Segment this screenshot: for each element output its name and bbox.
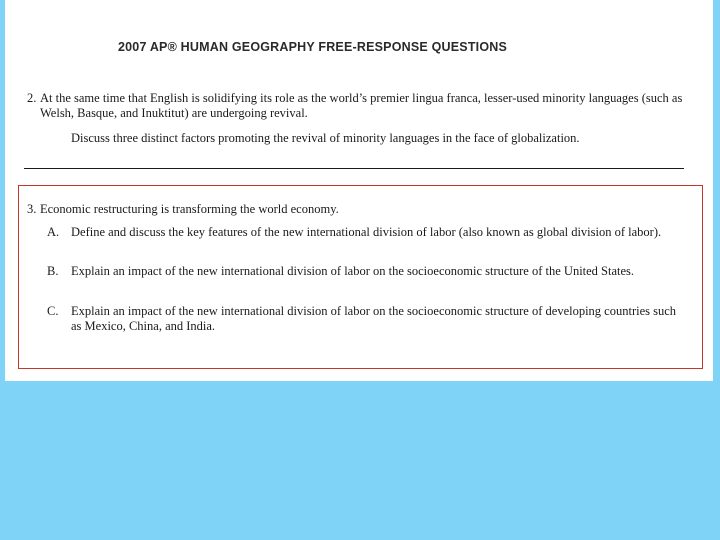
part-text: Explain an impact of the new international division of labor on the socioeconomic structure of the United States. <box>71 264 635 278</box>
left-border <box>0 0 5 381</box>
question-2-prompt: Discuss three distinct factors promoting the revival of minority languages in the face of globalization. <box>71 131 580 145</box>
part-label: C. <box>47 304 59 318</box>
right-border <box>713 0 720 381</box>
part-label: A. <box>47 225 60 239</box>
part-text: Define and discuss the key features of the new international division of labor (also known as global division of labor). <box>71 225 662 239</box>
question-3-part-b <box>47 264 687 279</box>
page-title: 2007 AP® HUMAN GEOGRAPHY FREE-RESPONSE QUESTIONS <box>118 40 508 54</box>
question-3-number: 3. <box>27 202 37 216</box>
question-2-number: 2. <box>27 91 37 105</box>
section-divider <box>24 168 684 169</box>
question-2-text: At the same time that English is solidifying its role as the world’s premier lingua franca, lesser-used minority languages (such as Welsh, Basque, and Inuktitut) are undergoing revival. <box>40 91 683 120</box>
question-3-text: Economic restructuring is transforming the world economy. <box>40 202 339 216</box>
question-3-part-c <box>47 304 687 334</box>
part-label: B. <box>47 264 59 278</box>
part-text: Explain an impact of the new international division of labor on the socioeconomic structure of developing countries such as Mexico, China, and India. <box>71 304 677 333</box>
question-3 <box>27 202 687 217</box>
question-3-part-a <box>47 225 687 240</box>
question-2 <box>27 91 687 121</box>
